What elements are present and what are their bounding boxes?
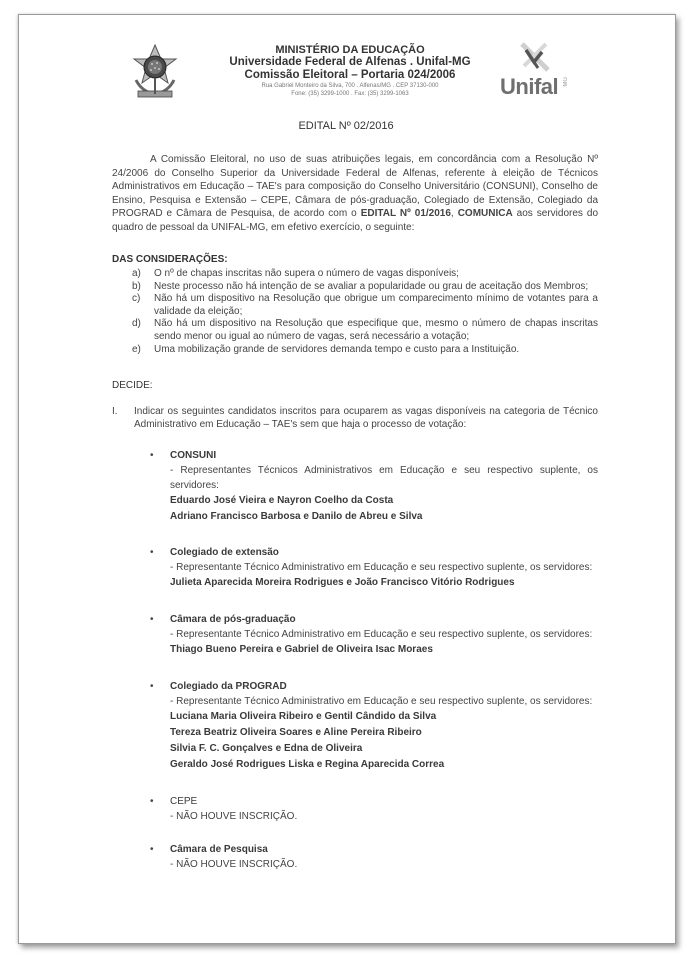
member-pair: Adriano Francisco Barbosa e Danilo de Abreu e Silva	[170, 511, 423, 522]
consideration-text: O nº de chapas inscritas não supera o número de vagas disponíveis;	[154, 268, 459, 279]
university-name: Universidade Federal de Alfenas . Unifal-MG	[229, 56, 471, 68]
consideration-text: Não há um dispositivo na Resolução que obrigue um comparecimento mínimo de votantes para a validade da eleição;	[154, 293, 598, 317]
edital-reference: EDITAL Nº 01/2016	[360, 208, 451, 219]
body-block-colegiado-prograd	[150, 679, 598, 773]
member-pair: Julieta Aparecida Moreira Rodrigues e João Francisco Vitório Rodrigues	[170, 577, 515, 588]
unifal-mark-icon	[516, 40, 556, 74]
consideration-label: e)	[132, 343, 141, 355]
body-name: Câmara de pós-graduação	[170, 614, 296, 625]
bullet-icon: •	[150, 547, 154, 558]
consideration-text: Neste processo não há intenção de se avaliar a popularidade ou grau de aceitação dos Membros;	[154, 280, 589, 292]
address-line: Rua Gabriel Monteiro da Silva, 700 . Alfenas/MG . CEP 37130-000	[261, 83, 439, 89]
member-pair: Geraldo José Rodrigues Liska e Regina Aparecida Correa	[170, 759, 445, 770]
decide-title: DECIDE:	[112, 380, 153, 391]
consideration-item	[132, 293, 598, 318]
commission-name: Comissão Eleitoral – Portaria 024/2006	[244, 69, 456, 81]
bullet-icon: •	[150, 681, 154, 692]
body-name: Câmara de Pesquisa	[170, 844, 268, 855]
body-description: - Representante Técnico Administrativo em Educação e seu respectivo suplente, os servidores:	[170, 629, 593, 640]
decide-number: I.	[112, 406, 118, 417]
body-description: - Representante Técnico Administrativo em Educação e seu respectivo suplente, os servidores:	[170, 562, 593, 573]
body-name: Colegiado de extensão	[170, 547, 279, 558]
intro-paragraph	[112, 153, 598, 234]
bullet-icon: •	[150, 614, 154, 625]
logo-suffix: MG	[563, 77, 569, 87]
body-block-camara-pos-graduacao	[150, 612, 598, 658]
member-pair: Thiago Bueno Pereira e Gabriel de Oliveira Isac Moraes	[170, 644, 433, 655]
document-title: EDITAL Nº 02/2016	[298, 120, 394, 132]
unifal-logo	[496, 40, 586, 106]
phone-line: Fone: (35) 3299-1000 . Fax: (35) 3299-1063	[291, 91, 409, 97]
body-description: - NÃO HOUVE INSCRIÇÃO.	[170, 859, 298, 870]
considerations-list	[132, 268, 598, 356]
consideration-item	[132, 318, 598, 343]
member-pair: Silvia F. C. Gonçalves e Edna de Oliveira	[170, 743, 363, 754]
body-block-consuni	[150, 448, 598, 525]
bullet-icon: •	[150, 844, 154, 855]
logo-text: Unifal	[500, 74, 559, 99]
body-block-camara-pesquisa	[150, 842, 598, 872]
letterhead	[200, 44, 500, 98]
intro-separator: ,	[450, 208, 458, 219]
consideration-item	[132, 268, 598, 281]
intro-text: A Comissão Eleitoral, no uso de suas atribuições legais, em concordância com a Resolução Nº 24/2006 do Conselho Superior da Universidade Federal de Alfenas, referente à eleição de Técnicos Administrativos em Educação – TAE's para composição do Conselho Universitário (CONSUNI), Conselho de Ensino, Pesquisa e Extensão – CEPE, Câmara de pós-graduação, Colegiado de Extensão, Colegiado da PROGRAD e Câmara de Pesquisa, de acordo com o	[112, 154, 598, 219]
consideration-label: d)	[132, 318, 141, 330]
consideration-text: Uma mobilização grande de servidores demanda tempo e custo para a Instituição.	[154, 343, 520, 355]
brazil-coat-of-arms-icon	[128, 42, 182, 102]
consideration-item	[132, 344, 598, 357]
body-description: - NÃO HOUVE INSCRIÇÃO.	[170, 811, 298, 822]
body-name: CEPE	[170, 796, 198, 807]
body-name: Colegiado da PROGRAD	[170, 681, 287, 692]
consideration-label: c)	[132, 293, 141, 305]
bullet-icon: •	[150, 796, 154, 807]
considerations-title: DAS CONSIDERAÇÕES:	[112, 254, 228, 265]
bullet-icon: •	[150, 450, 154, 461]
body-block-cepe	[150, 794, 598, 824]
member-pair: Luciana Maria Oliveira Ribeiro e Gentil Cândido da Silva	[170, 711, 437, 722]
ministry-name: MINISTÉRIO DA EDUCAÇÃO	[275, 44, 425, 56]
consideration-label: b)	[132, 280, 141, 292]
decide-item	[112, 405, 598, 431]
body-description: - Representantes Técnicos Administrativos em Educação e seu respectivo suplente, os servidores:	[170, 465, 598, 491]
consideration-text: Não há um dispositivo na Resolução que especifique que, mesmo o número de chapas inscritas sendo menor ou igual ao número de vagas, será necessário a votação;	[154, 318, 598, 342]
comunica-keyword: COMUNICA	[457, 208, 513, 219]
body-name: CONSUNI	[170, 450, 217, 461]
body-block-colegiado-extensao	[150, 545, 598, 591]
member-pair: Eduardo José Vieira e Nayron Coelho da Costa	[170, 495, 394, 506]
decide-text: Indicar os seguintes candidatos inscritos para ocuparem as vagas disponíveis na categoria de Técnico Administrativo em Educação – TAE's sem que haja o processo de votação:	[134, 406, 598, 430]
body-description: - Representante Técnico Administrativo em Educação e seu respectivo suplente, os servidores:	[170, 696, 593, 707]
consideration-item	[132, 281, 598, 294]
member-pair: Tereza Beatriz Oliveira Soares e Aline Pereira Ribeiro	[170, 727, 422, 738]
consideration-label: a)	[132, 268, 141, 279]
intro-ending: aos servidores do quadro de pessoal da UNIFAL-MG, em efetivo exercício, o seguinte:	[112, 208, 599, 233]
